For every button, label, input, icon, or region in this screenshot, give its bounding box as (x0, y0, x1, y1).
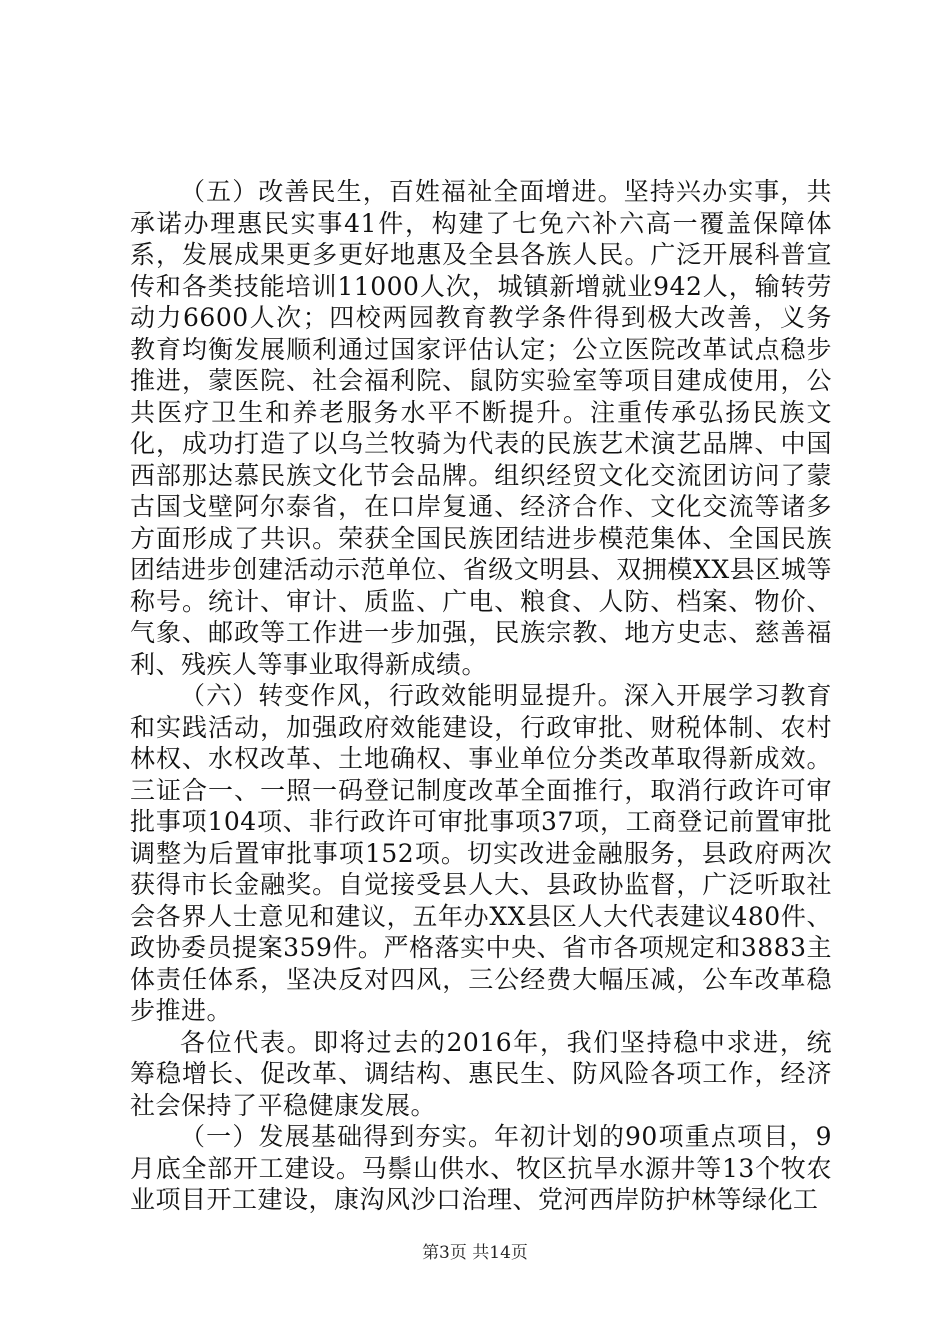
paragraph-work-style: （六）转变作风，行政效能明显提升。深入开展学习教育和实践活动，加强政府效能建设，行政审批、财税体制、农村林权、水权改革、土地确权、事业单位分类改革取得新成效。三证合一、一照一码登记制度改革全面推行，取消行政许可审批事项104项、非行政许可审批事项37项，工商登记前置审批调整为后置审批事项152项。切实改进金融服务，县政府两次获得市长金融奖。自觉接受县人大、县政协监督，广泛听取社会各界人士意见和建议，五年办XX县区人大代表建议480件、政协委员提案359件。严格落实中央、省市各项规定和3883主体责任体系，坚决反对四风，三公经费大幅压减，公车改革稳步推进。 (130, 681, 832, 1025)
paragraph-development-base: （一）发展基础得到夯实。年初计划的90项重点项目，9月底全部开工建设。马鬃山供水、牧区抗旱水源井等13个牧农业项目开工建设，康沟风沙口治理、党河西岸防护林等绿化工 (130, 1122, 832, 1214)
paragraph-livelihood: （五）改善民生，百姓福祉全面增进。坚持兴办实事，共承诺办理惠民实事41件，构建了七免六补六高一覆盖保障体系，发展成果更多更好地惠及全县各族人民。广泛开展科普宣传和各类技能培训11000人次，城镇新增就业942人，输转劳动力6600人次；四校两园教育教学条件得到极大改善，义务教育均衡发展顺利通过国家评估认定；公立医院改革试点稳步推进，蒙医院、社会福利院、鼠防实验室等项目建成使用，公共医疗卫生和养老服务水平不断提升。注重传承弘扬民族文化，成功打造了以乌兰牧骑为代表的民族艺术演艺品牌、中国西部那达慕民族文化节会品牌。组织经贸文化交流团访问了蒙古国戈壁阿尔泰省，在口岸复通、经济合作、文化交流等诸多方面形成了共识。荣获全国民族团结进步模范集体、全国民族团结进步创建活动示范单位、省级文明县、双拥模XX县区城等称号。统计、审计、质监、广电、粮食、人防、档案、物价、气象、邮政等工作进一步加强，民族宗教、地方史志、慈善福利、残疾人等事业取得新成绩。 (130, 177, 832, 679)
paragraph-representatives: 各位代表。即将过去的2016年，我们坚持稳中求进，统筹稳增长、促改革、调结构、惠民生、防风险各项工作，经济社会保持了平稳健康发展。 (130, 1027, 832, 1120)
document-body (130, 176, 832, 1216)
page-footer: 第3页 共14页 (422, 1243, 528, 1263)
